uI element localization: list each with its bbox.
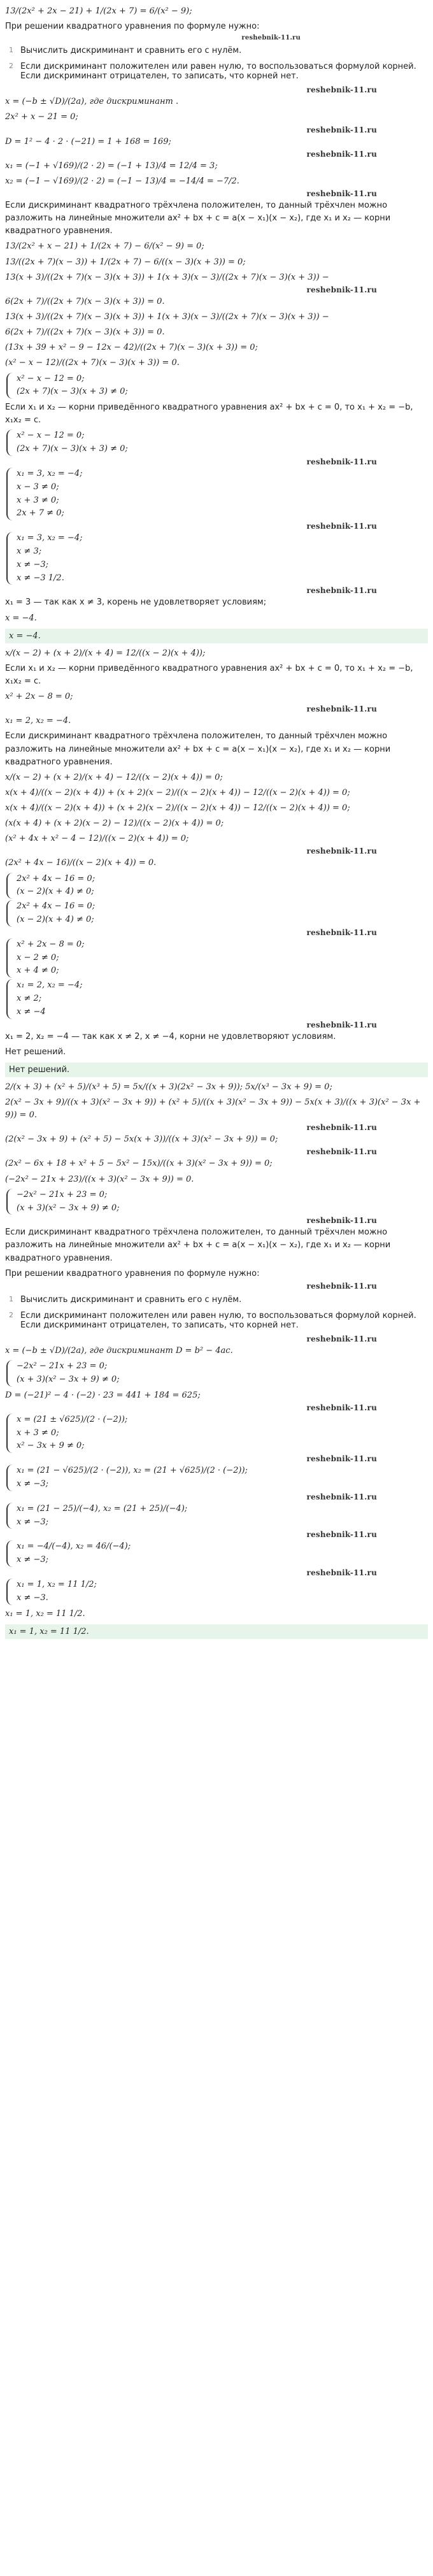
- equation-system: [6, 1464, 428, 1491]
- system-line: 2x² + 4x − 16 = 0;: [17, 901, 96, 912]
- site-watermark: reshebnik-11.ru: [306, 1530, 377, 1540]
- math-line: x₁ = 1, x₂ = 11 1/2.: [5, 1608, 85, 1619]
- answer-box: x = −4.: [5, 629, 428, 643]
- math-line: x₁ = (−1 + √169)/(2 · 2) = (−1 + 13)/4 = 12/4 = 3;: [5, 161, 218, 171]
- system-line: x ≠ 3;: [17, 546, 42, 556]
- equation-system: [6, 1503, 428, 1529]
- math-line: (x(x + 4) + (x + 2)(x − 2) − 12)/((x − 2)(x + 4)) = 0;: [5, 819, 224, 829]
- equation-system: [6, 900, 428, 927]
- system-line: x² + 2x − 8 = 0;: [17, 939, 85, 949]
- text-paragraph: Если дискриминант квадратного трёхчлена положителен, то данный трёхчлен можно разложить на линейные множители ax² + bx + c = a(x − x₁)(x − x₂), где x₁ и x₂ — корни квадратного уравнения.: [5, 731, 391, 767]
- site-watermark: reshebnik-11.ru: [306, 522, 377, 531]
- system-line: x₁ = −4/(−4), x₂ = 46/(−4);: [17, 1542, 131, 1552]
- system-line: x ≠ −3;: [17, 1517, 49, 1527]
- math-line: x(x + 4)/((x − 2)(x + 4)) + (x + 2)(x − 2)/((x − 2)(x + 4)) − 12/((x − 2)(x + 4)) = 0;: [5, 803, 350, 813]
- equation-system: [6, 1189, 428, 1215]
- site-watermark: reshebnik-11.ru: [306, 125, 377, 134]
- system-line: (x − 2)(x + 4) ≠ 0;: [17, 887, 94, 897]
- system-line: x² − x − 12 = 0;: [17, 431, 85, 441]
- system-line: x + 3 ≠ 0;: [17, 495, 59, 505]
- equation-system: [6, 1540, 428, 1567]
- equation-system: [6, 1578, 428, 1605]
- system-line: −2x² − 21x + 23 = 0;: [17, 1361, 108, 1371]
- system-line: x² − x − 12 = 0;: [17, 373, 85, 383]
- site-watermark: reshebnik-11.ru: [306, 1147, 377, 1157]
- math-line: x/(x − 2) + (x + 2)/(x + 4) = 12/((x − 2)(x + 4));: [5, 648, 206, 658]
- equation-system: [6, 429, 428, 456]
- system-line: x − 3 ≠ 0;: [17, 482, 59, 492]
- math-line: x/(x − 2) + (x + 2)/(x + 4) − 12/((x − 2)(x + 4)) = 0;: [5, 772, 223, 782]
- math-line: 13(x + 3)/((2x + 7)(x − 3)(x + 3)) + 1(x + 3)(x − 3)/((2x + 7)(x − 3)(x + 3)) −: [5, 272, 329, 282]
- math-line: x = (−b ± √D)/(2a), где дискриминант D = b² − 4ac.: [5, 1345, 233, 1356]
- step-text: Если дискриминант положителен или равен нулю, то воспользоваться формулой корней. Если дискриминант отрицателен, то записать, что корней нет.: [20, 1310, 416, 1330]
- site-watermark: reshebnik-11.ru: [306, 1123, 377, 1133]
- site-watermark: reshebnik-11.ru: [306, 847, 377, 856]
- equation-system: [6, 979, 428, 1019]
- instruction-step: [9, 1309, 428, 1332]
- system-line: x ≠ −3;: [17, 559, 49, 569]
- site-watermark: reshebnik-11.ru: [306, 586, 377, 596]
- instruction-step: [9, 44, 428, 57]
- system-line: x ≠ −3.: [17, 1592, 48, 1603]
- math-line: 6(2x + 7)/((2x + 7)(x − 3)(x + 3)) = 0.: [5, 296, 165, 306]
- system-line: x ≠ −3 1/2.: [17, 573, 64, 583]
- system-line: x − 2 ≠ 0;: [17, 952, 59, 962]
- text-paragraph: При решении квадратного уравнения по формуле нужно:: [5, 22, 260, 32]
- site-watermark: reshebnik-11.ru: [306, 1454, 377, 1464]
- step-number: 2: [9, 62, 13, 71]
- math-line: 13/((2x + 7)(x − 3)) + 1/(2x + 7) − 6/((x − 3)(x + 3)) = 0;: [5, 257, 246, 267]
- system-line: 2x² + 4x − 16 = 0;: [17, 873, 96, 884]
- math-line: D = (−21)² − 4 · (−2) · 23 = 441 + 184 = 625;: [5, 1390, 201, 1400]
- step-number: 1: [9, 46, 13, 55]
- math-line: 13/(2x² + x − 21) + 1/(2x + 7) − 6/(x² − 9) = 0;: [5, 241, 204, 252]
- math-line: 13(x + 3)/((2x + 7)(x − 3)(x + 3)) + 1(x + 3)(x − 3)/((2x + 7)(x − 3)(x + 3)) −: [5, 311, 329, 322]
- system-line: x₁ = 2, x₂ = −4;: [17, 980, 83, 991]
- system-line: x₁ = 1, x₂ = 11 1/2;: [17, 1579, 97, 1589]
- system-line: −2x² − 21x + 23 = 0;: [17, 1189, 108, 1199]
- site-watermark: reshebnik-11.ru: [306, 285, 377, 294]
- step-number: 2: [9, 1310, 13, 1319]
- math-line: (2x² + 4x − 16)/((x − 2)(x + 4)) = 0.: [5, 858, 157, 868]
- step-number: 1: [9, 1294, 13, 1303]
- instruction-step: [9, 60, 428, 83]
- math-line: D = 1² − 4 · 2 · (−21) = 1 + 168 = 169;: [5, 136, 171, 147]
- text-paragraph: x₁ = 3 — так как x ≠ 3, корень не удовлетворяет условиям;: [5, 597, 267, 608]
- system-line: x + 4 ≠ 0;: [17, 966, 59, 976]
- system-line: x + 3 ≠ 0;: [17, 1428, 59, 1438]
- site-watermark: reshebnik-11.ru: [306, 927, 377, 937]
- equation-system: [6, 1413, 428, 1453]
- system-line: x ≠ −4: [17, 1006, 46, 1017]
- math-line: (x² − x − 12)/((2x + 7)(x − 3)(x + 3)) = 0.: [5, 358, 180, 368]
- text-paragraph: Если x₁ и x₂ — корни приведённого квадратного уравнения ax² + bx + c = 0, то x₁ + x₂ = −b, x₁x₂ = c.: [5, 663, 413, 686]
- site-watermark: reshebnik-11.ru: [306, 1403, 377, 1412]
- system-line: (2x + 7)(x − 3)(x + 3) ≠ 0;: [17, 444, 128, 454]
- system-line: (x + 3)(x² − 3x + 9) ≠ 0;: [17, 1374, 120, 1384]
- system-line: x² − 3x + 9 ≠ 0;: [17, 1441, 85, 1451]
- math-line: (2(x² − 3x + 9) + (x² + 5) − 5x(x + 3))/((x + 3)(x² − 3x + 9)) = 0;: [5, 1134, 278, 1145]
- math-line: 6(2x + 7)/((2x + 7)(x − 3)(x + 3)) = 0.: [5, 327, 165, 338]
- site-watermark: reshebnik-11.ru: [306, 1334, 377, 1343]
- math-line: 2/(x + 3) + (x² + 5)/(x³ + 5) = 5x/((x + 3)(2x² − 3x + 9)); 5x/(x³ − 3x + 9) = 0;: [5, 1082, 332, 1092]
- text-paragraph: Нет решений.: [5, 1047, 66, 1057]
- equation-system: [6, 373, 428, 399]
- site-watermark: reshebnik-11.ru: [306, 1216, 377, 1226]
- math-line: (2x² − 6x + 18 + x² + 5 − 5x² − 15x)/((x + 3)(x² − 3x + 9)) = 0;: [5, 1159, 273, 1169]
- step-text: Вычислить дискриминант и сравнить его с нулём.: [20, 46, 242, 56]
- equation-system: [6, 873, 428, 899]
- text-paragraph: Если x₁ и x₂ — корни приведённого квадратного уравнения ax² + bx + c = 0, то x₁ + x₂ = −b, x₁x₂ = c.: [5, 403, 413, 426]
- math-line: x₁ = 2, x₂ = −4.: [5, 716, 71, 726]
- system-line: x₁ = (21 − √625)/(2 · (−2)), x₂ = (21 + √625)/(2 · (−2));: [17, 1466, 248, 1476]
- instruction-step: [9, 1293, 428, 1306]
- answer-box: x₁ = 1, x₂ = 11 1/2.: [5, 1624, 428, 1639]
- math-line: x₂ = (−1 − √169)/(2 · 2) = (−1 − 13)/4 = −14/4 = −7/2.: [5, 176, 239, 186]
- page-bottom-spacer: [5, 1642, 428, 1654]
- system-line: x ≠ −3;: [17, 1478, 49, 1489]
- system-line: x₁ = (21 − 25)/(−4), x₂ = (21 + 25)/(−4);: [17, 1503, 188, 1513]
- system-line: 2x + 7 ≠ 0;: [17, 508, 64, 519]
- math-line: 2x² + x − 21 = 0;: [5, 112, 78, 122]
- site-watermark: reshebnik-11.ru: [306, 1281, 377, 1291]
- system-line: x₁ = 3, x₂ = −4;: [17, 533, 83, 543]
- system-line: (x − 2)(x + 4) ≠ 0;: [17, 915, 94, 925]
- site-watermark: reshebnik-11.ru: [306, 457, 377, 466]
- site-watermark: reshebnik-11.ru: [306, 705, 377, 714]
- site-watermark: reshebnik-11.ru: [306, 1492, 377, 1501]
- site-watermark: reshebnik-11.ru: [241, 34, 301, 42]
- answer-box: Нет решений.: [5, 1063, 428, 1077]
- site-watermark: reshebnik-11.ru: [306, 85, 377, 95]
- text-paragraph: Если дискриминант квадратного трёхчлена положителен, то данный трёхчлен можно разложить на линейные множители ax² + bx + c = a(x − x₁)(x − x₂), где x₁ и x₂ — корни квадратного уравнения.: [5, 200, 391, 236]
- math-line: (x² + 4x + x² − 4 − 12)/((x − 2)(x + 4)) = 0;: [5, 834, 189, 844]
- site-watermark: reshebnik-11.ru: [306, 1020, 377, 1029]
- site-watermark: reshebnik-11.ru: [306, 1568, 377, 1577]
- site-watermark: reshebnik-11.ru: [306, 149, 377, 159]
- equation-system: [6, 938, 428, 978]
- math-line: x = (−b ± √D)/(2a), где дискриминант .: [5, 97, 179, 107]
- text-paragraph: При решении квадратного уравнения по формуле нужно:: [5, 1268, 260, 1278]
- system-line: x = (21 ± √625)/(2 · (−2));: [17, 1414, 128, 1424]
- system-line: x ≠ 2;: [17, 994, 42, 1003]
- equation-system: [6, 1360, 428, 1387]
- math-line: 13/(2x² + 2x − 21) + 1/(2x + 7) = 6/(x² − 9);: [5, 6, 192, 16]
- math-line: x(x + 4)/((x − 2)(x + 4)) + (x + 2)(x − 2)/((x − 2)(x + 4)) − 12/((x − 2)(x + 4)) = 0;: [5, 787, 350, 798]
- math-line: (−2x² − 21x + 23)/((x + 3)(x² − 3x + 9)) = 0.: [5, 1174, 194, 1184]
- system-line: (2x + 7)(x − 3)(x + 3) ≠ 0;: [17, 387, 128, 397]
- text-paragraph: Если дискриминант квадратного трёхчлена положителен, то данный трёхчлен можно разложить на линейные множители ax² + bx + c = a(x − x₁)(x − x₂), где x₁ и x₂ — корни квадратного уравнения.: [5, 1227, 391, 1263]
- math-line: (13x + 39 + x² − 9 − 12x − 42)/((2x + 7)(x − 3)(x + 3)) = 0;: [5, 343, 258, 353]
- math-line: 2(x² − 3x + 9)/((x + 3)(x² − 3x + 9)) + (x² + 5)/((x + 3)(x² − 3x + 9)) − 5x(x + 3)/((x + 3)(x² − 3x + 9)) = 0.: [5, 1098, 421, 1120]
- text-paragraph: x₁ = 2, x₂ = −4 — так как x ≠ 2, x ≠ −4, корни не удовлетворяют условиям.: [5, 1031, 336, 1041]
- step-text: Если дискриминант положителен или равен нулю, то воспользоваться формулой корней. Если дискриминант отрицателен, то записать, что корней нет.: [20, 62, 416, 82]
- step-text: Вычислить дискриминант и сравнить его с нулём.: [20, 1294, 242, 1305]
- math-line: x² + 2x − 8 = 0;: [5, 692, 73, 702]
- equation-system: [6, 468, 428, 520]
- equation-system: [6, 532, 428, 585]
- math-line: x = −4.: [5, 613, 37, 623]
- system-line: (x + 3)(x² − 3x + 9) ≠ 0;: [17, 1203, 120, 1213]
- system-line: x₁ = 3, x₂ = −4;: [17, 469, 83, 478]
- system-line: x ≠ −3;: [17, 1555, 49, 1565]
- site-watermark: reshebnik-11.ru: [306, 189, 377, 198]
